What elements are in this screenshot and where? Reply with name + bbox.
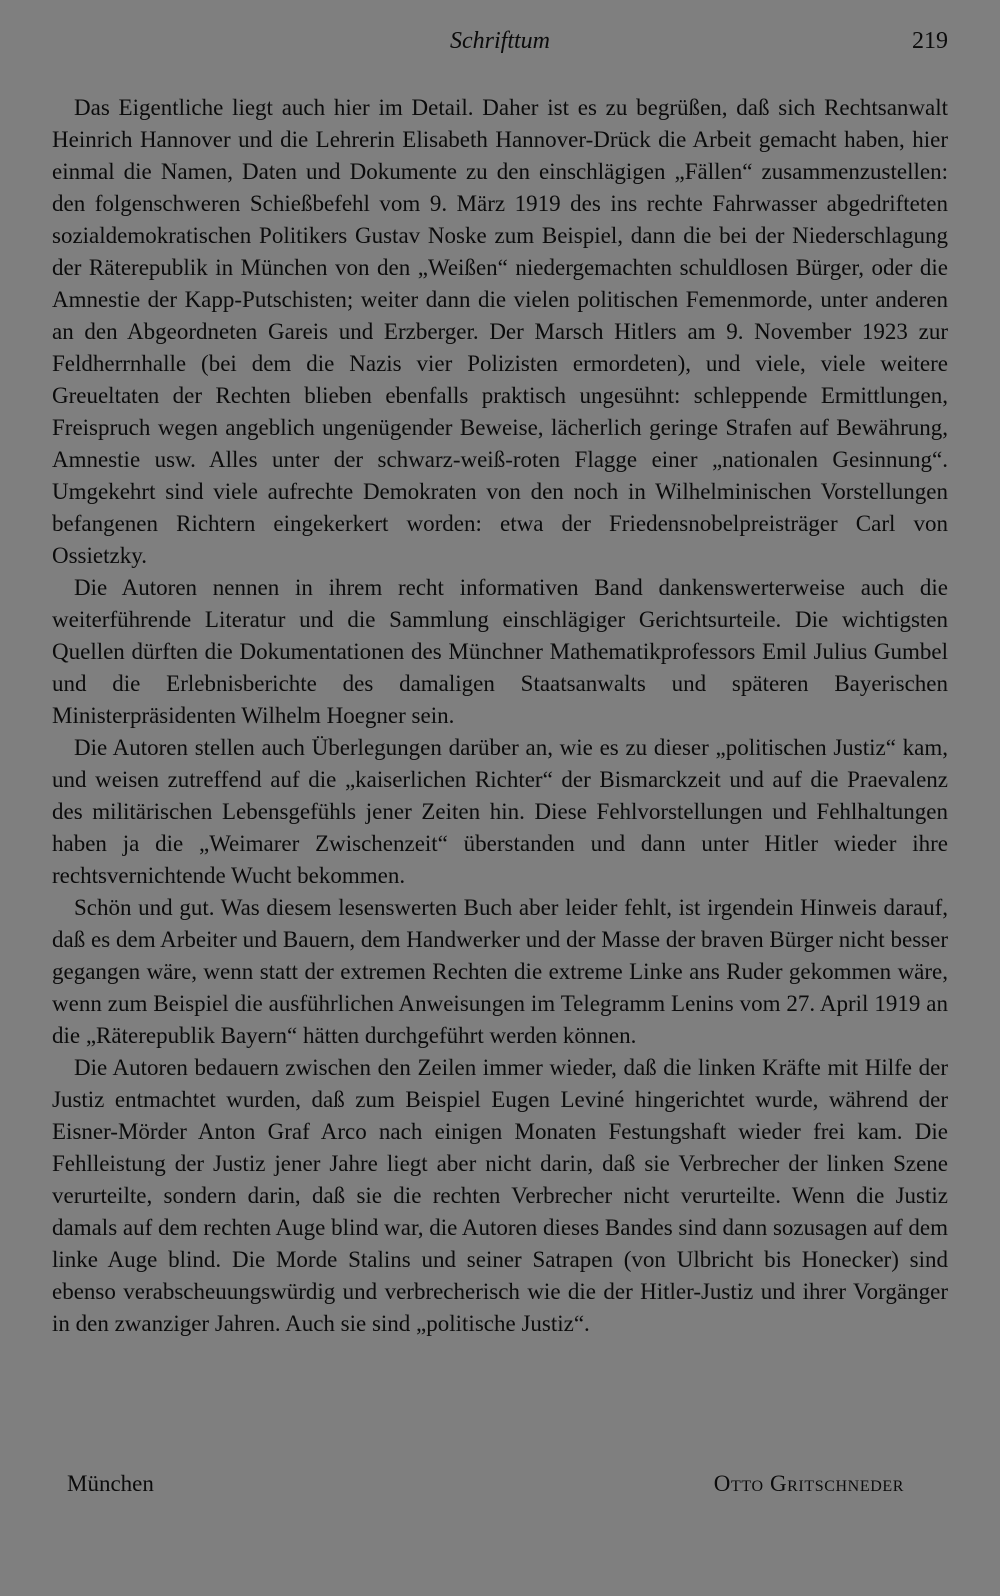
paragraph: Schön und gut. Was diesem lesenswerten Buch aber leider fehlt, ist irgendein Hinweis darauf, daß es dem Arbeiter und Bauern, dem Handwerker und der Masse der braven Bürger nicht besser gegangen wäre, wenn statt der extremen Rechten die extreme Linke ans Ruder gekommen wäre, wenn zum Beispiel die ausführlichen Anweisungen im Telegramm Lenins vom 27. April 1919 an die „Räterepublik Bayern“ hätten durchgeführt werden können. — [52, 895, 948, 1048]
paragraph: Das Eigentliche liegt auch hier im Detail. Daher ist es zu begrüßen, daß sich Rechtsanwalt Heinrich Hannover und die Lehrerin Elisabeth Hannover-Drück die Arbeit gemacht haben, hier einmal die Namen, Daten und Dokumente zu den einschlägigen „Fällen“ zusammenzustellen: den folgenschweren Schießbefehl vom 9. März 1919 des ins rechte Fahrwasser abgedrifteten sozialdemokratischen Politikers Gustav Noske zum Beispiel, dann die bei der Niederschlagung der Räterepublik in München von den „Weißen“ niedergemachten schuldlosen Bürger, oder die Amnestie der Kapp-Putschisten; weiter dann die vielen politischen Femenmorde, unter anderen an den Abgeordneten Gareis und Erzberger. Der Marsch Hitlers am 9. November 1923 zur Feldherrnhalle (bei dem die Nazis vier Polizisten ermordeten), und viele, viele weitere Greueltaten der Rechten blieben ebenfalls praktisch ungesühnt: schleppende Ermittlungen, Freispruch wegen angeblich ungenügender Beweise, lächerlich geringe Strafen auf Bewährung, Amnestie usw. Alles unter der schwarz-weiß-roten Flagge einer „nationalen Gesinnung“. Umgekehrt sind viele aufrechte Demokraten von den noch in Wilhelminischen Vorstellungen befangenen Richtern eingekerkert worden: etwa der Friedensnobelpreisträger Carl von Ossietzky. — [52, 95, 948, 568]
running-title: Schrifttum — [450, 28, 550, 54]
running-head — [0, 28, 1000, 68]
paragraph: Die Autoren nennen in ihrem recht informativen Band dankenswerterweise auch die weiterführende Literatur und die Sammlung einschlägiger Gerichtsurteile. Die wichtigsten Quellen dürften die Dokumentationen des Münchner Mathematikprofessors Emil Julius Gumbel und die Erlebnisberichte des damaligen Staatsanwalts und späteren Bayerischen Ministerpräsidenten Wilhelm Hoegner sein. — [52, 575, 948, 728]
signature-line — [52, 1468, 904, 1502]
page-number: 219 — [912, 28, 948, 54]
body-text — [52, 92, 948, 1340]
signature-author: Otto Gritschneder — [713, 1471, 904, 1496]
signature-place: München — [67, 1471, 154, 1496]
paragraph: Die Autoren stellen auch Überlegungen darüber an, wie es zu dieser „politischen Justiz“ kam, und weisen zutreffend auf die „kaiserlichen Richter“ der Bismarckzeit und auf die Praevalenz des militärischen Lebensgefühls jener Zeiten hin. Diese Fehlvorstellungen und Fehlhaltungen haben ja die „Weimarer Zwischenzeit“ überstanden und dann unter Hitler wieder ihre rechtsvernichtende Wucht bekommen. — [52, 735, 948, 888]
paragraph: Die Autoren bedauern zwischen den Zeilen immer wieder, daß die linken Kräfte mit Hilfe der Justiz entmachtet wurden, daß zum Beispiel Eugen Leviné hingerichtet wurde, während der Eisner-Mörder Anton Graf Arco nach einigen Monaten Festungshaft wieder frei kam. Die Fehlleistung der Justiz jener Jahre liegt aber nicht darin, daß sie Verbrecher der linken Szene verurteilte, sondern darin, daß sie die rechten Verbrecher nicht verurteilte. Wenn die Justiz damals auf dem rechten Auge blind war, die Autoren dieses Bandes sind dann sozusagen auf dem linke Auge blind. Die Morde Stalins und seiner Satrapen (von Ulbricht bis Honecker) sind ebenso verabscheuungswürdig und verbrecherisch wie die der Hitler-Justiz und ihrer Vorgänger in den zwanziger Jahren. Auch sie sind „politische Justiz“. — [52, 1055, 948, 1336]
